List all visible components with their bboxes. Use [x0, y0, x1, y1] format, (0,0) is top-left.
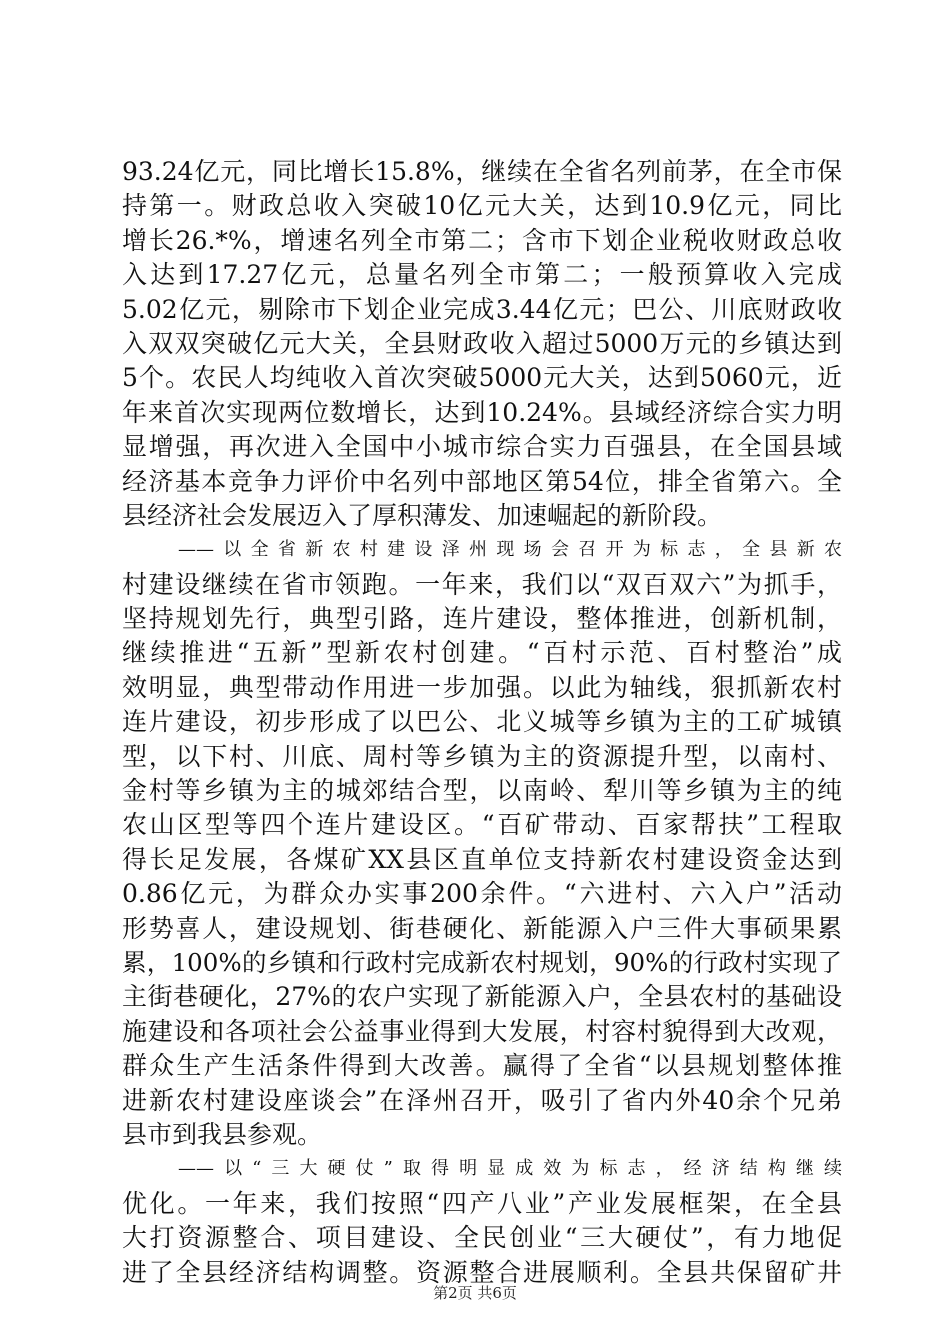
text-line: 入达到17.27亿元，总量名列全市第二；一般预算收入完成: [122, 260, 842, 290]
text-line: 连片建设，初步形成了以巴公、北义城等乡镇为主的工矿城镇: [122, 707, 842, 737]
text-line: 5.02亿元，剔除市下划企业完成3.44亿元；巴公、川底财政收: [122, 294, 842, 324]
text-line: 显增强，再次进入全国中小城市综合实力百强县，在全国县域: [122, 432, 842, 462]
text-line: 继续推进“五新”型新农村创建。“百村示范、百村整治”成: [122, 638, 842, 668]
body-text: [122, 155, 842, 1290]
text-line: 5个。农民人均纯收入首次突破5000元大关，达到5060元，近: [122, 363, 842, 393]
text-line: ——以全省新农村建设泽州现场会召开为标志，全县新农: [178, 539, 842, 561]
text-line: 农山区型等四个连片建设区。“百矿带动、百家帮扶”工程取: [122, 810, 842, 840]
text-line: 累，100%的乡镇和行政村完成新农村规划，90%的行政村实现了: [122, 947, 842, 977]
text-line: 型，以下村、川底、周村等乡镇为主的资源提升型，以南村、: [122, 741, 842, 771]
text-line: 进新农村建设座谈会”在泽州召开，吸引了省内外40余个兄弟: [122, 1085, 842, 1115]
text-line: 效明显，典型带动作用进一步加强。以此为轴线，狠抓新农村: [122, 672, 842, 702]
text-line: 0.86亿元，为群众办实事200余件。“六进村、六入户”活动: [122, 879, 842, 909]
page-footer: 第2页 共6页: [433, 1284, 517, 1302]
text-line: ——以“三大硬仗”取得明显成效为标志，经济结构继续: [178, 1158, 842, 1180]
text-line: 得长足发展，各煤矿XX县区直单位支持新农村建设资金达到: [122, 844, 842, 874]
text-line: 经济基本竞争力评价中名列中部地区第54位，排全省第六。全: [122, 466, 842, 496]
text-line: 93.24亿元，同比增长15.8%，继续在全省名列前茅，在全市保: [122, 157, 842, 186]
text-line: 坚持规划先行，典型引路，连片建设，整体推进，创新机制，: [122, 604, 842, 634]
text-line: 入双双突破亿元大关，全县财政收入超过5000万元的乡镇达到: [122, 328, 842, 358]
text-line: 金村等乡镇为主的城郊结合型，以南岭、犁川等乡镇为主的纯: [122, 776, 842, 806]
text-line: 县市到我县参观。: [122, 1119, 323, 1149]
text-line: 施建设和各项社会公益事业得到大发展，村容村貌得到大改观，: [122, 1016, 842, 1046]
text-line: 形势喜人，建设规划、街巷硬化、新能源入户三件大事硕果累: [122, 913, 842, 943]
text-line: 进了全县经济结构调整。资源整合进展顺利。全县共保留矿井: [122, 1257, 842, 1287]
text-line: 优化。一年来，我们按照“四产八业”产业发展框架，在全县: [122, 1188, 842, 1218]
text-line: 持第一。财政总收入突破10亿元大关，达到10.9亿元，同比: [122, 191, 842, 221]
text-line: 年来首次实现两位数增长，达到10.24%。县域经济综合实力明: [122, 397, 842, 427]
text-line: 县经济社会发展迈入了厚积薄发、加速崛起的新阶段。: [122, 500, 723, 530]
text-line: 村建设继续在省市领跑。一年来，我们以“双百双六”为抓手，: [122, 569, 842, 599]
text-line: 主街巷硬化，27%的农户实现了新能源入户，全县农村的基础设: [122, 982, 842, 1012]
text-line: 大打资源整合、项目建设、全民创业“三大硬仗”，有力地促: [122, 1223, 842, 1253]
text-line: 群众生产生活条件得到大改善。赢得了全省“以县规划整体推: [122, 1051, 842, 1081]
text-line: 增长26.*%，增速名列全市第二；含市下划企业税收财政总收: [122, 225, 842, 255]
